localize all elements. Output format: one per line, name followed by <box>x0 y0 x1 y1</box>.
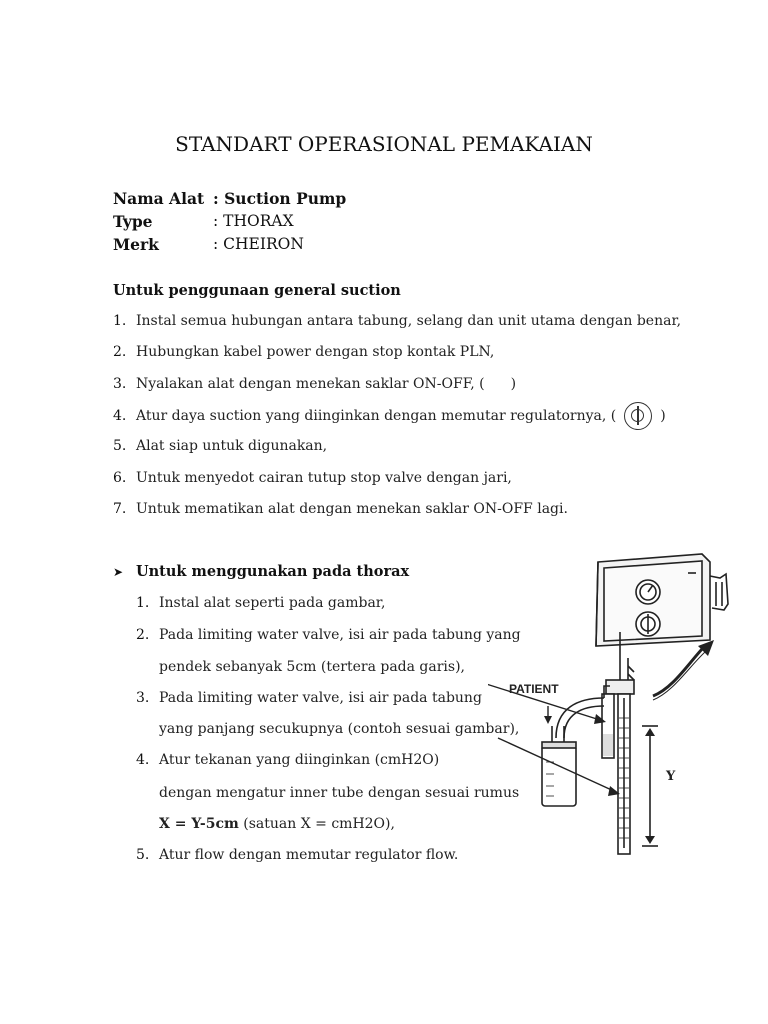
general-step-text-line <box>136 376 516 392</box>
patient-label: PATIENT <box>509 682 559 696</box>
y-label: Y <box>666 769 676 784</box>
thorax-step-number: 1. <box>136 595 150 611</box>
meta-value-merk: : CHEIRON <box>213 235 304 253</box>
general-step-number: 5. <box>113 438 127 454</box>
formula-unit: (satuan X = cmH2O), <box>238 816 395 832</box>
general-step-suffix: ) <box>510 376 517 392</box>
thorax-setup-figure <box>488 548 748 858</box>
thorax-step-number: 3. <box>136 690 150 706</box>
formula-line <box>159 816 395 832</box>
meta-label-nama-alat: Nama Alat <box>113 189 205 208</box>
arrow-to-pump-icon <box>698 640 714 656</box>
general-suction-heading: Untuk penggunaan general suction <box>113 282 401 299</box>
suction-pump-unit <box>596 554 728 646</box>
thorax-heading: Untuk menggunakan pada thorax <box>136 563 410 580</box>
general-step-text: Hubungkan kabel power dengan stop kontak PLN, <box>136 344 495 360</box>
thorax-step-text: Instal alat seperti pada gambar, <box>159 595 386 611</box>
thorax-step-text: Atur tekanan yang diinginkan (cmH2O) <box>159 752 440 768</box>
thorax-step-text: Pada limiting water valve, isi air pada tabung yang <box>159 627 521 643</box>
general-step-text-line <box>136 401 666 431</box>
thorax-step-text: Pada limiting water valve, isi air pada tabung <box>159 690 482 706</box>
thorax-step-text: pendek sebanyak 5cm (tertera pada garis), <box>159 659 466 675</box>
general-step-text: Untuk menyedot cairan tutup stop valve dengan jari, <box>136 470 512 486</box>
general-step-number: 3. <box>113 376 127 392</box>
y-dimension-marker <box>642 726 658 846</box>
general-step-text: Instal semua hubungan antara tabung, selang dan unit utama dengan benar, <box>136 313 682 329</box>
page-title: STANDART OPERASIONAL PEMAKAIAN <box>175 132 593 156</box>
thorax-step-text: dengan mengatur inner tube dengan sesuai rumus <box>159 785 520 801</box>
general-step-number: 4. <box>113 408 127 424</box>
water-seal-bottle <box>602 632 634 854</box>
formula: X = Y-5cm <box>159 816 239 832</box>
thorax-step-number: 2. <box>136 627 150 643</box>
general-step-number: 1. <box>113 313 127 329</box>
meta-value-nama-alat: : Suction Pump <box>213 189 347 208</box>
arrow-bullet-icon: ➤ <box>113 565 124 579</box>
thorax-step-number: 4. <box>136 752 150 768</box>
meta-label-merk: Merk <box>113 235 159 254</box>
meta-label-type: Type <box>113 212 153 231</box>
thorax-step-number: 5. <box>136 847 150 863</box>
meta-value-type: : THORAX <box>213 212 294 230</box>
general-step-number: 6. <box>113 470 127 486</box>
thorax-step-text: yang panjang secukupnya (contoh sesuai gambar), <box>159 721 520 737</box>
general-step-number: 7. <box>113 501 127 517</box>
thorax-step-text: Atur flow dengan memutar regulator flow. <box>159 847 459 863</box>
general-step-text: Alat siap untuk digunakan, <box>136 438 328 454</box>
patient-arrow-icon <box>544 716 552 724</box>
general-step-text: Nyalakan alat dengan menekan saklar ON-OFF, ( <box>136 376 485 392</box>
regulator-knob-icon <box>624 402 652 430</box>
general-step-text: Untuk mematikan alat dengan menekan saklar ON-OFF lagi. <box>136 501 568 517</box>
general-step-text: Atur daya suction yang diinginkan dengan memutar regulatornya, ( <box>136 408 617 424</box>
general-step-number: 2. <box>113 344 127 360</box>
general-step-suffix: ) <box>660 408 666 424</box>
